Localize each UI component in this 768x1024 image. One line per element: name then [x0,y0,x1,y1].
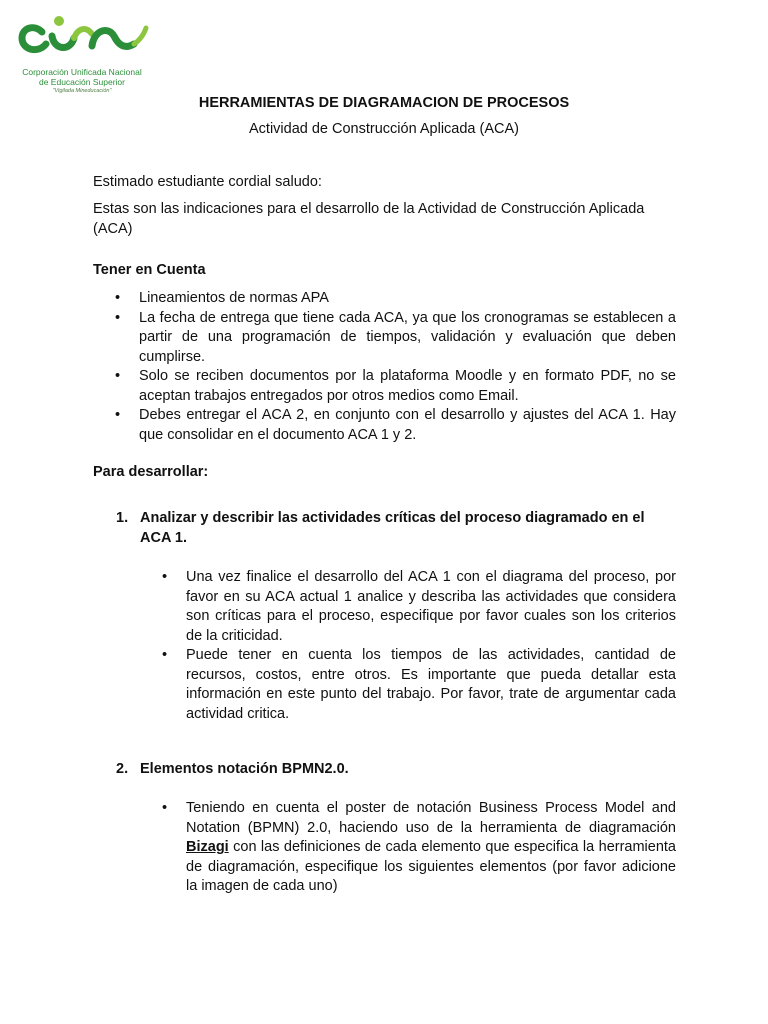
section-2-title [116,760,676,780]
list-item: • Puede tener en cuenta los tiempos de las actividades, cantidad de recursos, costos, entre otros. Es importante que pueda detallar esta información en este punto del trabajo. Por favor, trate de argumentar cada actividad critica. [162,647,676,722]
institution-logo [12,10,152,94]
section-2-list [162,799,676,897]
list-item: • La fecha de entrega que tiene cada ACA, ya que los cronogramas se establecen a partir de una programación de tiempos, validación y evaluación que deben cumplirse. [115,309,676,365]
bullet-icon: • [115,407,121,423]
bullet-icon: • [115,309,121,326]
logo-line-1: Corporación Unificada Nacional [22,67,142,77]
section-1-number: 1. [116,510,129,526]
section-2-number: 2. [116,761,129,777]
bullet-icon: • [162,647,168,663]
list-item: • Teniendo en cuenta el poster de notación Business Process Model and Notation (BPMN) 2.0, haciendo uso de la herramienta de diagramación Bizagi con las definiciones de cada elemento que especifica la herramienta de diagramación, especifique los siguientes elementos (por favor adicione la imagen de cada uno) [162,800,676,894]
tener-en-cuenta-heading: Tener en Cuenta [93,262,206,278]
list-item: • Una vez finalice el desarrollo del ACA 1 con el diagrama del proceso, por favor en su ACA actual 1 analice y describa las actividades que considera son críticas para el proceso, especifique por favor cuales son los criterios de la criticidad. [162,569,676,644]
bullet-icon: • [115,290,121,306]
list-item: • Debes entregar el ACA 2, en conjunto con el desarrollo y ajustes del ACA 1. Hay que consolidar en el documento ACA 1 y 2. [115,407,676,443]
section-1-list [162,568,676,724]
intro-text: Estas son las indicaciones para el desarrollo de la Actividad de Construcción Aplicada (ACA) [93,201,645,237]
logo-tagline: "Vigilada Mineducación" [52,88,112,94]
list-item: • Lineamientos de normas APA [93,289,676,309]
greeting: Estimado estudiante cordial saludo: [93,174,322,190]
bullet-icon: • [115,368,121,384]
bullet-icon: • [162,800,168,816]
document-title: HERRAMIENTAS DE DIAGRAMACION DE PROCESOS [198,95,570,111]
bullet-icon: • [162,569,168,585]
para-desarrollar-heading: Para desarrollar: [93,464,209,480]
document-subtitle: Actividad de Construcción Aplicada (ACA) [249,121,519,137]
tener-en-cuenta-list [93,289,676,445]
section-2-text: Elementos notación BPMN2.0. [140,761,349,777]
list-item: • Solo se reciben documentos por la plataforma Moodle y en formato PDF, no se aceptan trabajos entregados por otros medios como Email. [115,368,676,404]
section-1-title [116,509,676,548]
bizagi-emphasis: Bizagi [186,839,229,855]
logo-line-2: de Educación Superior [38,77,125,87]
section-1-text: Analizar y describir las actividades críticas del proceso diagramado en el ACA 1. [140,510,645,546]
cun-logo-icon [12,10,152,66]
